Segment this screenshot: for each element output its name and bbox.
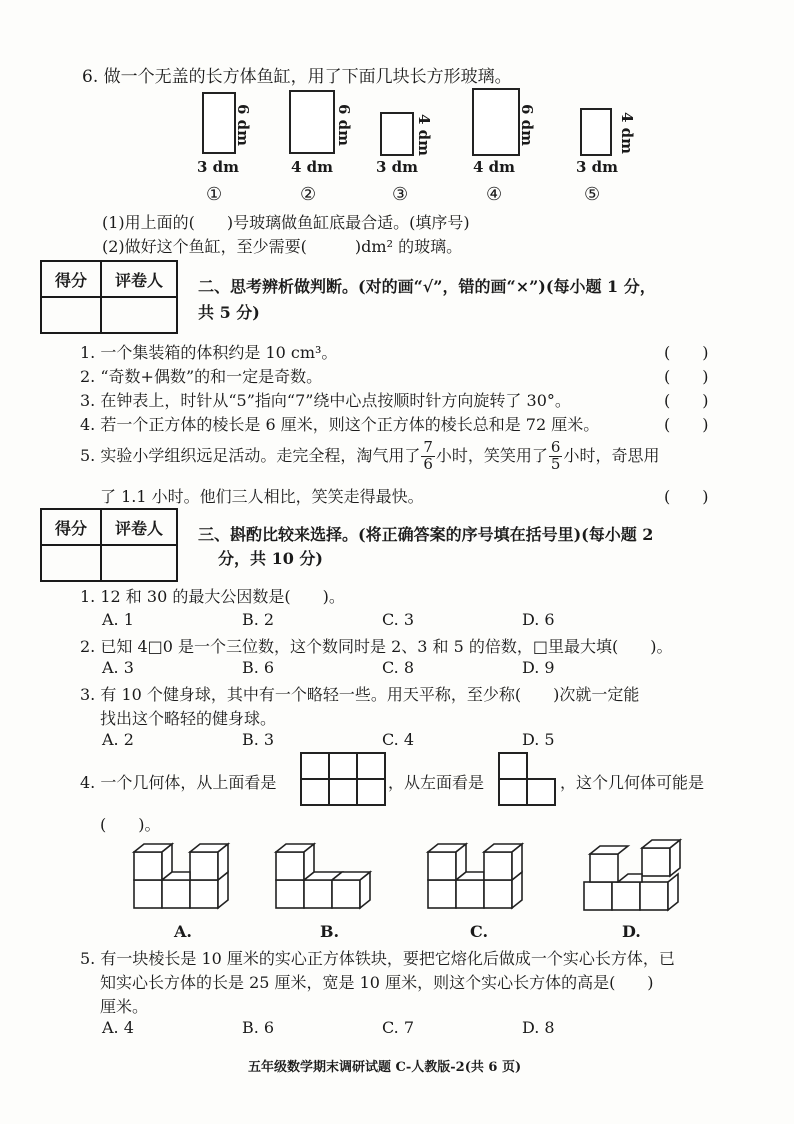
score-box-3 <box>40 508 178 582</box>
solid-option-d <box>580 836 690 916</box>
grader-cell[interactable] <box>101 545 177 581</box>
mc-q4-stem-line2: ( )。 <box>100 815 161 834</box>
judge-item-4: 4. 若一个正方体的棱长是 6 厘米，则这个正方体的棱长总和是 72 厘米。 <box>80 415 600 434</box>
panel-3-label: ③ <box>392 184 409 205</box>
mc-q5-stem-cont: 知实心长方体的长是 25 厘米，宽是 10 厘米，则这个实心长方体的高是( ) <box>100 973 654 992</box>
left-view-figure <box>498 752 558 808</box>
section2-heading: 二、思考辨析做判断。(对的画“√”，错的画“×”)(每小题 1 分， <box>198 277 656 296</box>
solid-option-b <box>272 842 394 914</box>
mc-q3-stem: 3. 有 10 个健身球，其中有一个略轻一些。用天平称，至少称( )次就一定能 <box>80 685 640 704</box>
judge-item-1: 1. 一个集装箱的体积约是 10 cm³。 <box>80 343 338 362</box>
option-d[interactable]: D. 6 <box>522 610 555 629</box>
option-d[interactable]: D. 9 <box>522 658 555 677</box>
mc-q3-stem-cont: 找出这个略轻的健身球。 <box>100 709 277 728</box>
fraction-seven-sixths: $\frac{7}{6}$ <box>423 438 433 473</box>
option-c[interactable]: C. 7 <box>382 1018 415 1037</box>
panel-1-width: 3 dm <box>197 158 240 176</box>
score-cell[interactable] <box>41 545 101 581</box>
judge-answer-1[interactable]: ( ) <box>664 343 709 362</box>
score-label: 得分 <box>41 261 101 297</box>
option-d[interactable]: D. 8 <box>522 1018 555 1037</box>
mc-q4-stem-b: ，从左面看是 <box>388 773 485 792</box>
option-a[interactable]: A. 1 <box>102 610 134 629</box>
q6-title: 6. 做一个无盖的长方体鱼缸，用了下面几块长方形玻璃。 <box>82 67 512 87</box>
option-c[interactable]: C. 4 <box>382 730 415 749</box>
grader-label: 评卷人 <box>101 261 177 297</box>
solid-option-a <box>130 842 252 914</box>
judge-answer-2[interactable]: ( ) <box>664 367 709 386</box>
panel-1-height: 6 dm <box>234 104 252 147</box>
section3-heading: 三、斟酌比较来选择。(将正确答案的序号填在括号里)(每小题 2 <box>198 525 654 544</box>
judge-answer-5[interactable]: ( ) <box>664 487 709 506</box>
mc-q5-stem: 5. 有一块棱长是 10 厘米的实心正方体铁块，要把它熔化后做成一个实心长方体，已 <box>80 949 675 968</box>
panel-4-label: ④ <box>486 184 503 205</box>
grader-label: 评卷人 <box>101 509 177 545</box>
option-c[interactable]: C. <box>470 922 489 941</box>
option-b[interactable]: B. 2 <box>242 610 275 629</box>
panel-1-label: ① <box>206 184 223 205</box>
panel-2-label: ② <box>300 184 317 205</box>
judge-answer-3[interactable]: ( ) <box>664 391 709 410</box>
mc-q5-stem-cont2: 厘米。 <box>100 997 149 1016</box>
panel-3-height: 4 dm <box>415 114 433 157</box>
option-c[interactable]: C. 3 <box>382 610 415 629</box>
option-a[interactable]: A. 4 <box>102 1018 134 1037</box>
panel-4-height: 6 dm <box>518 104 536 147</box>
panel-2-height: 6 dm <box>335 104 353 147</box>
mc-q2-stem: 2. 已知 4□0 是一个三位数，这个数同时是 2、3 和 5 的倍数，□里最大填( )。 <box>80 637 673 656</box>
panel-2-width: 4 dm <box>291 158 334 176</box>
mc-q4-stem-a: 4. 一个几何体，从上面看是 <box>80 773 277 792</box>
panel-5-width: 3 dm <box>576 158 619 176</box>
panel-3-width: 3 dm <box>376 158 419 176</box>
section2-heading-cont: 共 5 分) <box>198 303 260 322</box>
score-cell[interactable] <box>41 297 101 333</box>
judge-item-5: 5. 实验小学组织远足活动。走完全程，淘气用了 $\frac{7}{6}$ 小时，笑笑用了 $\frac{6}{5}$ 小时，奇思用 <box>80 438 660 473</box>
judge-item-5-cont: 了 1.1 小时。他们三人相比，笑笑走得最快。 <box>100 487 424 506</box>
option-d[interactable]: D. <box>622 922 641 941</box>
mc-q4-stem-c: ，这个几何体可能是 <box>560 773 705 792</box>
option-b[interactable]: B. <box>320 922 340 941</box>
fraction-six-fifths: $\frac{6}{5}$ <box>550 438 561 473</box>
panel-5-label: ⑤ <box>584 184 601 205</box>
panel-5-height: 4 dm <box>618 112 636 155</box>
solid-option-c <box>424 842 546 914</box>
option-d[interactable]: D. 5 <box>522 730 555 749</box>
score-box-2 <box>40 260 178 334</box>
judge-item-2: 2. “奇数+偶数”的和一定是奇数。 <box>80 367 323 386</box>
q6-sub1: (1)用上面的( )号玻璃做鱼缸底最合适。(填序号) <box>102 213 470 232</box>
option-b[interactable]: B. 6 <box>242 1018 275 1037</box>
section3-heading-cont: 分，共 10 分) <box>218 549 323 568</box>
option-a[interactable]: A. 2 <box>102 730 134 749</box>
panel-4-width: 4 dm <box>473 158 516 176</box>
option-b[interactable]: B. 3 <box>242 730 275 749</box>
option-b[interactable]: B. 6 <box>242 658 275 677</box>
grader-cell[interactable] <box>101 297 177 333</box>
option-c[interactable]: C. 8 <box>382 658 415 677</box>
option-a[interactable]: A. <box>174 922 192 941</box>
option-a[interactable]: A. 3 <box>102 658 134 677</box>
page-footer: 五年级数学期末调研试题 C-人教版-2(共 6 页) <box>248 1060 522 1075</box>
top-view-figure <box>300 752 386 808</box>
q6-sub2: (2)做好这个鱼缸，至少需要( )dm² 的玻璃。 <box>102 237 463 256</box>
score-label: 得分 <box>41 509 101 545</box>
judge-item-3: 3. 在钟表上，时针从“5”指向“7”绕中心点按顺时针方向旋转了 30°。 <box>80 391 571 410</box>
judge-answer-4[interactable]: ( ) <box>664 415 709 434</box>
mc-q1-stem: 1. 12 和 30 的最大公因数是( )。 <box>80 587 345 606</box>
